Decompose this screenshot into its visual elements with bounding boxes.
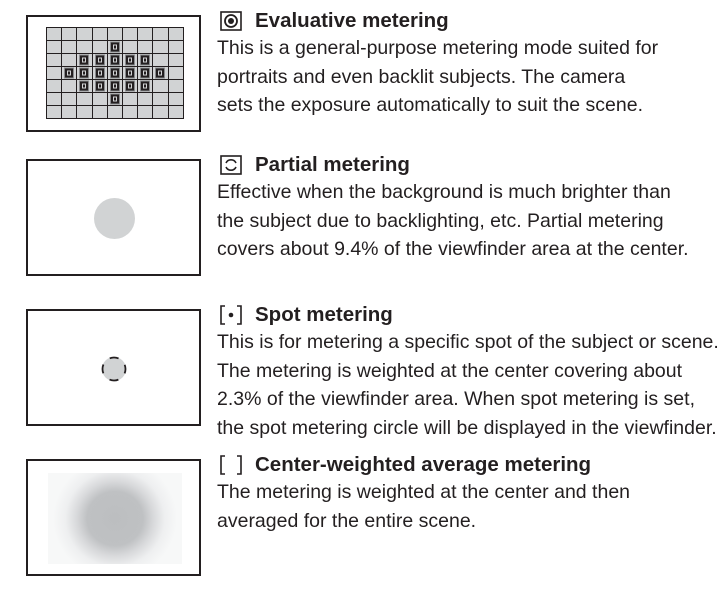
description-line: averaged for the entire scene. (217, 509, 477, 532)
grid-cell (169, 67, 184, 80)
grid-cell (93, 41, 108, 54)
evaluative-illustration (26, 15, 201, 132)
af-point-icon (111, 69, 119, 78)
af-point-icon (141, 69, 149, 78)
grid-cell (138, 80, 153, 93)
grid-cell (62, 41, 77, 54)
grid-cell (77, 80, 92, 93)
grid-cell (47, 106, 62, 119)
description-line: 2.3% of the viewfinder area. When spot metering is set, (217, 388, 695, 410)
section-title (217, 453, 717, 477)
grid-cell (138, 28, 153, 41)
grid-cell (62, 67, 77, 80)
af-point-icon (96, 82, 104, 91)
grid-cell (62, 28, 77, 41)
section-title (217, 153, 717, 177)
description-line: This is for metering a specific spot of the subject or scene. (217, 331, 719, 353)
grid-cell (47, 67, 62, 80)
grid-cell (62, 93, 77, 106)
grid-cell (77, 28, 92, 41)
grid-cell (123, 80, 138, 93)
section-description (217, 478, 717, 535)
grid-cell (123, 28, 138, 41)
grid-cell (108, 41, 123, 54)
grid-cell (93, 54, 108, 67)
grid-cell (47, 93, 62, 106)
description-line: The metering is weighted at the center covering about (217, 359, 683, 382)
grid-cell (123, 67, 138, 80)
grid-cell (169, 106, 184, 119)
af-point-icon (65, 69, 73, 78)
grid-cell (123, 93, 138, 106)
partial-metering-icon (220, 155, 242, 175)
grid-cell (62, 54, 77, 67)
description-line: The metering is weighted at the center and then (217, 481, 631, 503)
grid-cell (169, 41, 184, 54)
grid-cell (47, 80, 62, 93)
section-title (217, 303, 717, 327)
grid-cell (77, 41, 92, 54)
grid-cell (77, 106, 92, 119)
af-point-icon (96, 69, 104, 78)
grid-cell (138, 41, 153, 54)
grid-cell (62, 80, 77, 93)
grid-cell (123, 41, 138, 54)
af-point-icon (96, 56, 104, 65)
grid-cell (153, 67, 168, 80)
af-point-icon (126, 82, 134, 91)
grid-cell (77, 93, 92, 106)
grid-cell (153, 80, 168, 93)
title-text: Center-weighted average metering (255, 453, 592, 476)
title-text: Spot metering (255, 303, 393, 326)
section-description (217, 328, 717, 442)
grid-cell (169, 54, 184, 67)
af-point-icon (126, 56, 134, 65)
grid-cell (123, 106, 138, 119)
description-line: portraits and even backlit subjects. The camera (217, 65, 626, 88)
grid-cell (108, 80, 123, 93)
grid-cell (153, 54, 168, 67)
grid-cell (47, 41, 62, 54)
grid-cell (108, 67, 123, 80)
af-point-icon (126, 69, 134, 78)
spot-illustration (26, 309, 201, 426)
grid-cell (62, 106, 77, 119)
grid-cell (47, 54, 62, 67)
af-point-icon (111, 56, 119, 65)
center-weighted-illustration (26, 459, 201, 576)
grid-cell (138, 106, 153, 119)
grid-cell (77, 54, 92, 67)
description-line: This is a general-purpose metering mode suited for (217, 37, 659, 59)
section-title (217, 9, 717, 33)
grid-cell (93, 93, 108, 106)
evaluative-metering-icon (220, 11, 242, 31)
grid-cell (77, 67, 92, 80)
grid-cell (47, 28, 62, 41)
af-point-icon (111, 82, 119, 91)
af-point-icon (80, 69, 88, 78)
af-point-icon (141, 56, 149, 65)
grid-cell (123, 54, 138, 67)
section-description (217, 34, 717, 120)
grid-cell (138, 93, 153, 106)
grid-cell (153, 41, 168, 54)
grid-cell (93, 28, 108, 41)
description-line: covers about 9.4% of the viewfinder area at the center. (217, 238, 689, 260)
af-point-icon (111, 43, 119, 52)
grid-cell (138, 54, 153, 67)
description-line: sets the exposure automatically to suit the scene. (217, 94, 643, 116)
grid-cell (93, 67, 108, 80)
grid-cell (108, 28, 123, 41)
partial-metering-area (94, 198, 135, 239)
grid-cell (93, 80, 108, 93)
grid-cell (169, 28, 184, 41)
af-point-icon (111, 95, 119, 104)
af-point-icon (80, 56, 88, 65)
description-line: the spot metering circle will be displayed in the viewfinder. (217, 416, 717, 439)
grid-cell (108, 93, 123, 106)
spot-circle-icon (101, 356, 127, 382)
grid-cell (138, 67, 153, 80)
description-line: Effective when the background is much brighter than (217, 181, 671, 203)
grid-cell (153, 106, 168, 119)
grid-cell (153, 28, 168, 41)
title-text: Evaluative metering (255, 9, 449, 32)
grid-cell (108, 54, 123, 67)
grid-cell (93, 106, 108, 119)
spot-metering-icon (220, 305, 242, 325)
center-weighted-metering-icon (220, 455, 242, 475)
partial-illustration (26, 159, 201, 276)
grid-cell (153, 93, 168, 106)
section-description (217, 178, 717, 264)
grid-cell (169, 93, 184, 106)
center-weighted-falloff (48, 473, 182, 564)
grid-cell (108, 106, 123, 119)
description-line: the subject due to backlighting, etc. Partial metering (217, 209, 664, 232)
grid-cell (169, 80, 184, 93)
title-text: Partial metering (255, 153, 410, 176)
af-point-icon (80, 82, 88, 91)
af-point-icon (156, 69, 164, 78)
af-point-grid (46, 27, 184, 119)
af-point-icon (141, 82, 149, 91)
